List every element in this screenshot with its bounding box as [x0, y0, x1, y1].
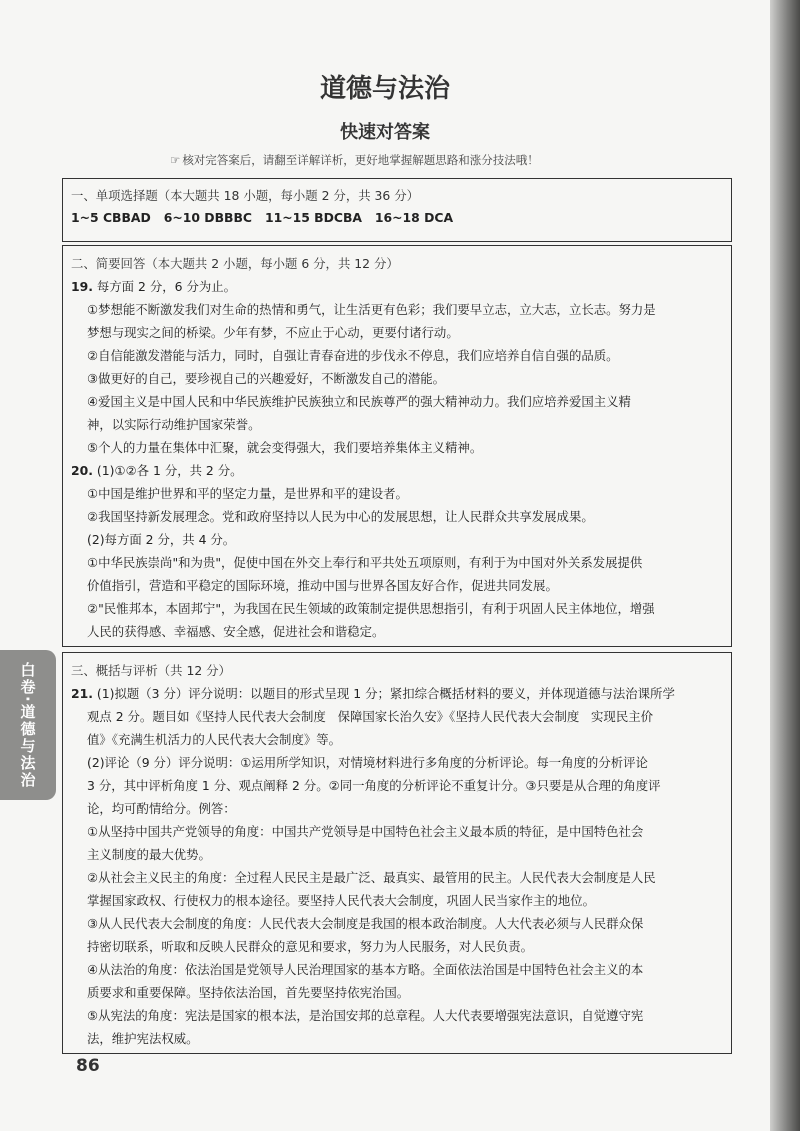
section-title: 二、简要回答（本大题共 2 小题，每小题 6 分，共 12 分）	[71, 256, 399, 271]
answer-line: 神，以实际行动维护国家荣誉。	[87, 417, 261, 432]
answer-line: (2)每方面 2 分，共 4 分。	[87, 532, 236, 547]
hand-pointer-icon: ☞	[170, 153, 181, 167]
answer-line: (1)①②各 1 分，共 2 分。	[96, 463, 243, 478]
answer-line: 价值指引，营造和平稳定的国际环境，推动中国与世界各国友好合作，促进共同发展。	[87, 578, 558, 593]
answer-line: 质要求和重要保障。坚持依法治国，首先要坚持依宪治国。	[87, 985, 410, 1000]
answer-line: (2)评论（9 分）评分说明：①运用所学知识，对情境材料进行多角度的分析评论。每一角度的分析评论	[87, 755, 648, 770]
page-number: 86	[76, 1056, 100, 1076]
answer-line: ③从人民代表大会制度的角度：人民代表大会制度是我国的根本政治制度。人大代表必须与人民群众保	[87, 916, 644, 931]
page-title: 道德与法治	[319, 74, 450, 104]
answer-line: 掌握国家政权、行使权力的根本途径。要坚持人民代表大会制度，巩固人民当家作主的地位。	[87, 893, 596, 908]
answer-line: 值》《充满生机活力的人民代表大会制度》等。	[87, 732, 342, 747]
choice-answers: 1~5 CBBAD 6~10 DBBBC 11~15 BDCBA 16~18 DCA	[71, 210, 454, 225]
answer-line: ②我国坚持新发展理念。党和政府坚持以人民为中心的发展思想，让人民群众共享发展成果。	[87, 509, 594, 524]
question-20-head	[71, 459, 723, 482]
side-tab	[0, 650, 56, 800]
section-summary-review	[62, 652, 732, 1054]
question-number: 21.	[71, 686, 93, 701]
side-tab-label: 白卷·道德与法治	[18, 661, 37, 789]
answer-line: 法，维护宪法权威。	[87, 1031, 199, 1046]
question-number: 20.	[71, 463, 93, 478]
answer-line: ①从坚持中国共产党领导的角度：中国共产党领导是中国特色社会主义最本质的特征，是中国特色社会	[87, 824, 644, 839]
answer-line: ②自信能激发潜能与活力，同时，自强让青春奋进的步伐永不停息，我们应培养自信自强的品质。	[87, 348, 619, 363]
tip-line	[170, 152, 539, 168]
section-title: 一、单项选择题（本大题共 18 小题，每小题 2 分，共 36 分）	[71, 188, 420, 203]
question-note: 每方面 2 分，6 分为止。	[96, 279, 237, 294]
answer-line: 人民的获得感、幸福感、安全感，促进社会和谐稳定。	[87, 624, 385, 639]
book-spine-shadow	[770, 0, 800, 1131]
answer-line: ③做更好的自己，要珍视自己的兴趣爱好，不断激发自己的潜能。	[87, 371, 446, 386]
answer-line: (1)拟题（3 分）评分说明：以题目的形式呈现 1 分；紧扣综合概括材料的要义，并体现道德与法治课所学	[96, 686, 675, 701]
section-short-answer	[62, 245, 732, 647]
question-number: 19.	[71, 279, 93, 294]
answer-line: 持密切联系，听取和反映人民群众的意见和要求，努力为人民服务，对人民负责。	[87, 939, 534, 954]
section-title: 三、概括与评析（共 12 分）	[71, 663, 231, 678]
answer-line: ⑤从宪法的角度：宪法是国家的根本法，是治国安邦的总章程。人大代表要增强宪法意识，自觉遵守宪	[87, 1008, 644, 1023]
answer-line: 主义制度的最大优势。	[87, 847, 211, 862]
answer-line: 梦想与现实之间的桥梁。少年有梦，不应止于心动，更要付诸行动。	[87, 325, 459, 340]
answer-line: ⑤个人的力量在集体中汇聚，就会变得强大，我们要培养集体主义精神。	[87, 440, 483, 455]
answer-line: ④爱国主义是中国人民和中华民族维护民族独立和民族尊严的强大精神动力。我们应培养爱国主义精	[87, 394, 631, 409]
answer-line: 论，均可酌情给分。例答：	[87, 801, 236, 816]
answer-line: ②从社会主义民主的角度：全过程人民民主是最广泛、最真实、最管用的民主。人民代表大会制度是人民	[87, 870, 656, 885]
page-subtitle: 快速对答案	[340, 122, 430, 143]
answer-line: ①梦想能不断激发我们对生命的热情和勇气，让生活更有色彩；我们要早立志，立大志，立长志。努力是	[87, 302, 656, 317]
answer-line: ②"民惟邦本，本固邦宁"，为我国在民生领域的政策制定提供思想指引，有利于巩固人民主体地位，增强	[87, 601, 655, 616]
answer-line: 观点 2 分。题目如《坚持人民代表大会制度 保障国家长治久安》《坚持人民代表大会制度 实现民主价	[87, 709, 653, 724]
question-21-head	[71, 682, 723, 705]
answer-line: 3 分，其中评析角度 1 分、观点阐释 2 分。②同一角度的分析评论不重复计分。③只要是从合理的角度评	[87, 778, 661, 793]
answer-line: ④从法治的角度：依法治国是党领导人民治理国家的基本方略。全面依法治国是中国特色社会主义的本	[87, 962, 644, 977]
tip-text: 核对完答案后，请翻至详解详析，更好地掌握解题思路和涨分技法哦！	[182, 153, 539, 167]
answer-line: ①中华民族崇尚"和为贵"，促使中国在外交上奉行和平共处五项原则，有利于为中国对外关系发展提供	[87, 555, 643, 570]
answer-line: ①中国是维护世界和平的坚定力量，是世界和平的建设者。	[87, 486, 408, 501]
section-multiple-choice	[62, 178, 732, 242]
question-19-head	[71, 275, 723, 298]
